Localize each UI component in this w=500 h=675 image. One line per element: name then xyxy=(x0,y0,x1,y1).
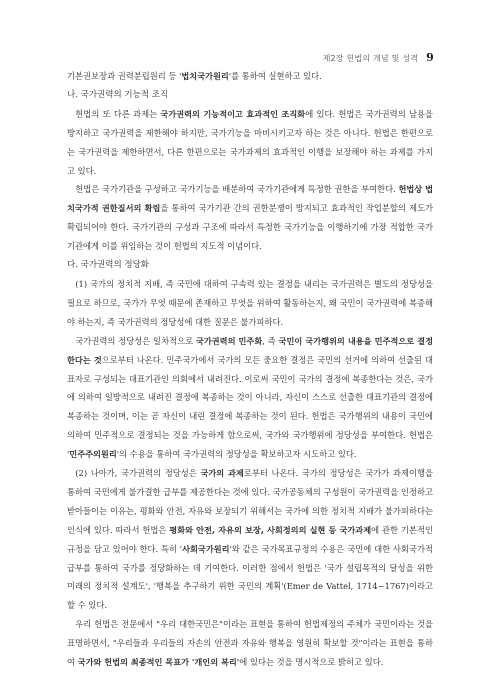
text-run: (1) 국가의 정치적 지배, 즉 국민에 대하여 구속력 있는 결정을 내리는 국가권력은 별도의 정당성을 필요로 하므로, 국가가 무엇 때문에 존재하고 무엇을 위하여 활동하는지, 왜 국민이 국가권력에 복종해야 하는지, 즉 국가권력의 정당성에 대한 질문은 불가피하다. xyxy=(67,278,433,327)
text-run: 헌법의 또 다른 과제는 xyxy=(75,108,161,119)
text-run: , 즉 xyxy=(262,335,279,346)
text-run: '와 같은 국가목표규정의 수용은 국민에 대한 사회국가적 급부를 통하여 국가를 정당화하는 데 기여한다. 이러한 점에서 헌법은 '국가 설립목적의 달성을 위한 미래의 정치적 설계도', '행복을 추구하기 위한 국민의 계획'(Emer de Vattel, 1714~1767)이라고 할 수 있다. xyxy=(67,543,433,611)
emphasis: 평화와 안전, 자유의 보장, 사회정의의 실현 등 국가과제 xyxy=(169,524,372,535)
emphasis: 사회국가원리 xyxy=(182,543,230,554)
text-run: 에 있다. 헌법은 국가권력의 남용을 방지하고 국가권력을 제한해야 하지만, 국가기능을 마비시키고자 하는 것은 아니다. 헌법은 한편으로는 국가권력을 제한하면서, 다른 한편으로는 국가과제의 효과적인 이행을 보장해야 하는 과제를 가지고 있다. xyxy=(67,108,433,176)
text-run: 에 있다는 것을 명시적으로 밝히고 있다. xyxy=(239,657,384,668)
emphasis: 법치국가원리 xyxy=(181,71,229,81)
text-run: 헌법은 국가기관을 구성하고 국가기능을 배분하여 국가기관에게 특정한 권한을 부여한다. xyxy=(75,184,399,195)
paragraph xyxy=(67,332,433,464)
section-heading-na: 나. 국가권력의 기능적 조직 xyxy=(67,89,169,100)
emphasis: 민주주의원리 xyxy=(69,449,117,460)
paragraph xyxy=(67,615,433,672)
section-heading-da: 다. 국가권력의 정당화 xyxy=(67,260,150,271)
paragraph xyxy=(67,67,433,86)
emphasis: 국가와 헌법의 최종적인 목표가 '개인의 복리' xyxy=(77,657,240,668)
running-header xyxy=(323,51,434,64)
text-run: 기본권보장과 권력분립원리 등 ' xyxy=(67,71,182,81)
text-run: 에 관한 기본적인 규정을 담고 있어야 한다. 특히 ' xyxy=(67,524,433,554)
text-run: 으로부터 나온다. 민주국가에서 국가의 모든 중요한 결정은 국민의 선거에 의하여 선출된 대표자로 구성되는 대표기관인 의회에서 내려진다. 이로써 국민이 국가의 결정에 복종한다는 것은, 국가에 의하여 일방적으로 내려진 결정에 복종하는 것이 아니라, 자신이 스스로 선출한 대표기관의 결정에 복종하는 것이며, 이는 곧 자신이 내린 결정에 복종하는 것이 된다. 헌법은 국가행위의 내용이 국민에 의하여 민주적으로 결정되는 것을 가능하게 함으로써, 국가와 국가행위에 정당성을 부여한다. 헌법은 ' xyxy=(67,354,433,460)
paragraph xyxy=(67,105,433,181)
paragraph xyxy=(67,464,433,615)
emphasis: 헌법상 법치국가적 권한질서의 확립 xyxy=(67,184,433,214)
paragraph xyxy=(67,180,433,256)
text-run: (2) 나아가, 국가권력의 정당성은 xyxy=(75,468,201,479)
text-run: 국가권력의 정당성은 일차적으로 xyxy=(75,335,196,346)
text-run: 을 통하여 국가기관 간의 권한분쟁이 방지되고 효과적인 작업분할의 제도가 확립되어야 한다. 국가기관의 구성과 구조에 따라서 특정한 국가기능을 이행하기에 가장 적합한 국가기관에게 이를 위임하는 것이 헌법의 지도적 이념이다. xyxy=(67,203,434,252)
emphasis: 국가권력의 민주화 xyxy=(195,335,263,346)
paragraph xyxy=(67,275,433,332)
emphasis: 국가의 과제 xyxy=(200,468,244,479)
text-run: '를 통하여 실현하고 있다. xyxy=(228,71,322,81)
emphasis: 국가권력의 기능적이고 효과적인 조직화 xyxy=(160,108,306,119)
chapter-title: 제2장 헌법의 개념 및 성격 xyxy=(322,54,419,63)
text-run: 로부터 나온다. 국가의 정당성은 국가가 과제이행을 통하여 국민에게 불가결한 급부를 제공한다는 것에 있다. 국가공동체의 구성원이 국가권력을 인정하고 받아들이는 이유는, 평화와 안전, 자유와 보장되기 위해서는 국가에 의한 정치적 지배가 불가피하다는 인식에 있다. 따라서 헌법은 xyxy=(67,468,433,535)
body-text xyxy=(67,67,433,672)
text-run: '의 수용을 통하여 국가권력의 정당성을 확보하고자 시도하고 있다. xyxy=(116,449,357,460)
emphasis: 국민이 국가행위의 내용을 민주적으로 결정한다는 것 xyxy=(67,335,433,365)
text-run: 우리 헌법은 전문에서 "우리 대한국민은"이라는 표현을 통하여 헌법제정의 주체가 국민이라는 것을 표명하면서, "우리들과 우리들의 자손의 안전과 자유와 행복을 영원히 확보할 것"이라는 표현을 통하여 xyxy=(67,619,433,668)
page-number: 9 xyxy=(426,51,434,64)
